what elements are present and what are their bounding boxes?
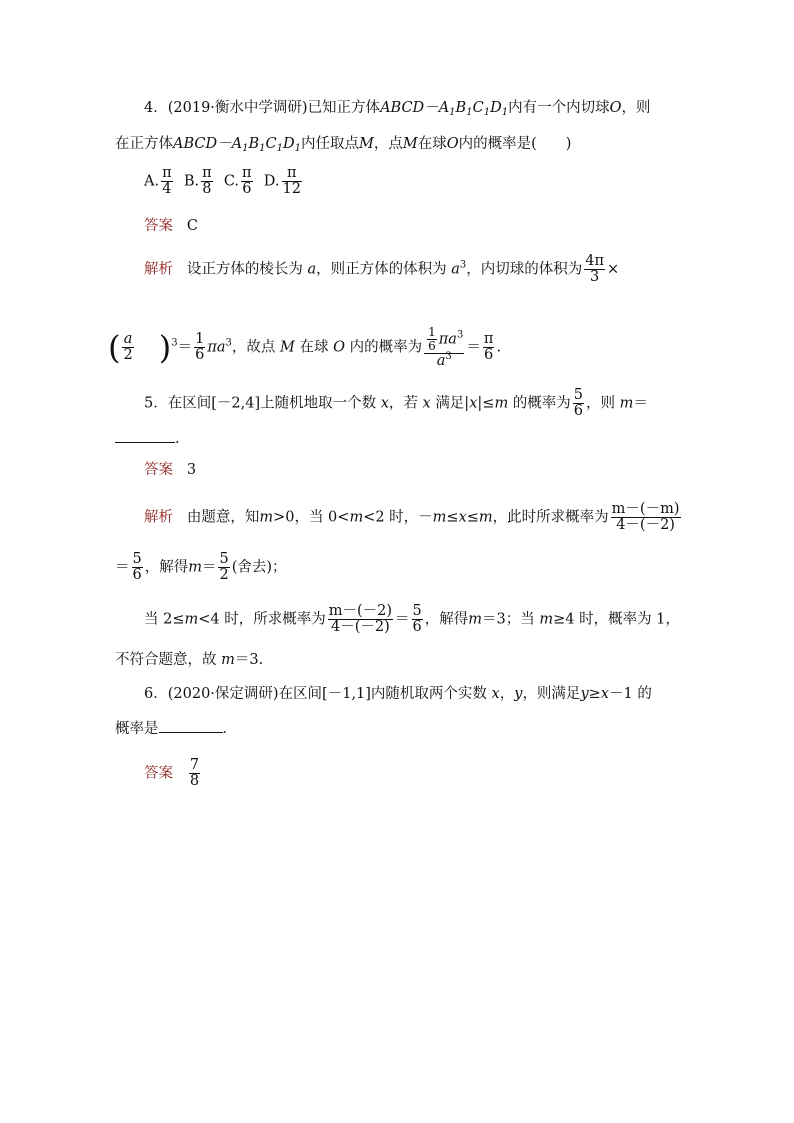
frac-num: a: [123, 331, 133, 347]
equals: ＝: [201, 559, 217, 576]
times-sign: ×: [607, 261, 620, 278]
answer-label: 答案: [144, 462, 173, 478]
var-y: y: [580, 686, 589, 702]
sol-text: ＝3.: [234, 652, 264, 668]
frac-num: π: [282, 166, 302, 182]
solution-label: 解析: [144, 509, 173, 526]
sol-text: ，则正方体的体积为: [316, 261, 447, 278]
sol-text: 内的概率为: [349, 339, 423, 356]
q5-number: 5．: [144, 395, 168, 412]
right-paren: ): [158, 328, 172, 367]
cube-name-2: $A_1B_1C_1D_1$: [438, 100, 509, 118]
answer-blank: [115, 428, 175, 443]
option-c-fraction: [241, 166, 253, 197]
q5-text: |≤: [477, 395, 495, 412]
var-y: y: [514, 686, 523, 702]
exponent: 3: [456, 329, 464, 341]
q6-source: (2020·保定调研): [167, 686, 279, 702]
sol-text: ≥4 时，概率为 1，: [553, 611, 680, 628]
frac-num: 5: [573, 387, 584, 403]
q6-answer: [144, 758, 202, 789]
answer-label: 答案: [144, 765, 173, 782]
answer-blank: [159, 718, 223, 733]
q4-text: ，点: [373, 136, 403, 152]
q4-solution-2: [108, 326, 501, 369]
var-m: m: [349, 509, 364, 526]
q4-answer: [144, 216, 198, 236]
var-m: m: [468, 611, 482, 628]
var-m: M: [280, 339, 295, 356]
q4-text: 在正方体: [115, 136, 173, 152]
option-a-fraction: [161, 166, 173, 197]
q5-text: 在区间[－2,4]上随机地取一个数: [167, 395, 377, 412]
probability-fraction-1: [611, 502, 681, 533]
pi-a: πa: [207, 339, 226, 356]
exponent: 3: [225, 337, 232, 349]
var-o: O: [609, 100, 622, 116]
q4-line-1: [144, 98, 650, 118]
period: .: [496, 339, 501, 356]
var-x: x: [458, 509, 467, 526]
sol-text: >0，当 0<: [273, 509, 350, 526]
option-b-fraction: [201, 166, 213, 197]
equals: ＝: [633, 395, 648, 412]
q4-source: (2019·衡水中学调研): [167, 100, 308, 116]
frac-num: π: [202, 165, 212, 181]
sol-text: (舍去)；: [231, 559, 287, 576]
option-c-label: C.: [223, 173, 240, 190]
sol-text: <2 时，－: [363, 509, 433, 526]
sol-text: 当 2≤: [144, 611, 185, 628]
q6-number: 6．: [144, 686, 168, 702]
q5-solution-1: [144, 502, 683, 533]
frac-num: m－(－m): [611, 501, 680, 517]
le-sign: ≤: [446, 509, 459, 526]
seven-eighths: [189, 758, 200, 789]
q6-text: －1 的: [608, 686, 652, 702]
sol-text: ，故点: [231, 339, 276, 356]
q4-line-2: [115, 134, 571, 154]
exponent: 3: [171, 337, 178, 349]
left-paren: (: [108, 328, 121, 367]
sol-text: <4 时，所求概率为: [198, 611, 326, 628]
frac-den: 8: [202, 181, 212, 197]
var-m: M: [359, 136, 374, 152]
q4-options: [144, 166, 304, 197]
frac-den: 12: [282, 181, 301, 197]
var-o: O: [446, 136, 459, 152]
answer-label: 答案: [144, 218, 173, 234]
var-a: a: [451, 261, 460, 278]
q5-answer: [144, 460, 196, 480]
q6-text: 概率是: [115, 721, 159, 737]
frac-den: 6: [412, 619, 422, 635]
equals: ＝: [395, 611, 410, 628]
answer-value: 3: [186, 462, 197, 478]
q5-line-1: [144, 388, 648, 419]
frac-den: 6: [132, 567, 142, 583]
five-sixths: [412, 604, 423, 635]
frac-num: 5: [132, 551, 142, 567]
frac-den: 8: [189, 773, 200, 789]
q4-text: ，则: [621, 100, 651, 116]
equals: ＝: [115, 559, 130, 576]
period: .: [175, 431, 180, 447]
var-m: m: [259, 509, 274, 526]
frac-den: 6: [195, 347, 205, 363]
option-d-label: D.: [263, 173, 280, 190]
var-m: m: [432, 509, 447, 526]
option-b-label: B.: [183, 173, 200, 190]
frac-den: [424, 351, 464, 369]
sol-text: 不符合题意，故: [115, 652, 217, 668]
q5-text: 满足|: [435, 395, 470, 412]
q4-text: 内有一个内切球: [508, 100, 610, 116]
sol-text: ＝3；当: [482, 611, 535, 628]
var-x: x: [380, 395, 389, 412]
frac-den: 6: [428, 339, 436, 353]
cube-name-2: $A_1B_1C_1D_1$: [231, 136, 302, 154]
q4-text: 在球: [417, 136, 447, 152]
frac-num: π: [242, 165, 252, 181]
frac-num: π: [162, 165, 172, 181]
sol-text: ，解得: [424, 611, 469, 628]
var-m: m: [539, 611, 554, 628]
frac-den: 4－(－2): [616, 517, 675, 533]
frac-den: 6: [573, 403, 584, 419]
frac-den: 2: [123, 347, 133, 363]
var-m: m: [619, 395, 634, 412]
exponent: 3: [445, 351, 452, 362]
pi-over-six: [483, 332, 495, 363]
frac-num: 5: [412, 603, 422, 619]
frac-num: m－(－2): [328, 603, 393, 619]
sol-text: 设正方体的棱长为: [186, 261, 303, 278]
var-m: m: [221, 652, 235, 668]
var-x: x: [491, 686, 500, 702]
frac-den: 4－(－2): [330, 619, 390, 635]
frac-num: 1: [428, 325, 436, 339]
q4-text: 已知正方体: [307, 100, 381, 116]
q5-text: 的概率为: [512, 395, 571, 412]
var-m: m: [188, 559, 202, 576]
frac-num: 4π: [585, 253, 604, 269]
option-d-fraction: [282, 166, 302, 197]
var-a: a: [307, 261, 317, 278]
q6-line-2: [115, 718, 237, 739]
frac-num: 1: [195, 331, 205, 347]
one-sixth-small: [427, 326, 437, 353]
sol-text: 在球: [299, 339, 329, 356]
solution-label: 解析: [144, 261, 173, 278]
q4-solution-1: [144, 254, 619, 285]
frac-num: 7: [189, 757, 200, 773]
var-x: x: [600, 686, 609, 702]
pi-a: πa: [438, 331, 457, 348]
frac-den: 6: [242, 181, 252, 197]
var-m: m: [478, 509, 493, 526]
q5-solution-3: [144, 604, 680, 635]
frac-den: 2: [219, 567, 229, 583]
var-m: M: [402, 136, 418, 152]
frac-num: π: [483, 331, 494, 347]
cube-name: ABCD－: [173, 136, 232, 152]
q5-text: ，则: [586, 395, 616, 412]
q6-text: ，则满足: [522, 686, 581, 702]
var-m: m: [494, 395, 509, 412]
q4-text: 内的概率是( ): [458, 136, 572, 152]
le-sign: ≤: [466, 509, 479, 526]
one-sixth: [194, 332, 205, 363]
equals: ＝: [177, 339, 193, 356]
frac-den: 3: [590, 269, 600, 285]
five-sixths: [573, 388, 584, 419]
var-x: x: [422, 395, 431, 412]
q5-text: ，若: [388, 395, 418, 412]
four-pi-over-three: [584, 254, 605, 285]
option-a-label: A.: [144, 173, 160, 190]
frac-num: [424, 326, 464, 354]
sol-text: ，解得: [144, 559, 189, 576]
q5-solution-2: [115, 552, 287, 583]
cube-name: ABCD－: [380, 100, 439, 116]
var-a: a: [436, 353, 446, 369]
q5-line-2: [115, 428, 180, 449]
var-m: m: [184, 611, 199, 628]
sol-text: ，内切球的体积为: [466, 261, 583, 278]
frac-den: 6: [483, 347, 494, 363]
a-over-2: [122, 332, 133, 363]
answer-value: C: [186, 218, 198, 234]
q4-text: 内任取点: [301, 136, 360, 152]
equals: ＝: [466, 339, 481, 356]
probability-fraction-2: [328, 604, 393, 635]
five-halves: [218, 552, 229, 583]
q6-text: 在区间[－1,1]内随机取两个实数: [278, 686, 487, 702]
q6-text: ≥: [588, 686, 601, 702]
comma: ，: [499, 686, 515, 702]
sol-text: ，此时所求概率为: [492, 509, 609, 526]
exponent: 3: [459, 259, 467, 271]
q5-solution-4: [115, 650, 263, 670]
var-o: O: [333, 339, 345, 356]
five-sixths: [132, 552, 143, 583]
q6-line-1: [144, 684, 652, 704]
sol-text: 由题意，知: [186, 509, 260, 526]
var-x: x: [469, 395, 478, 412]
period: ．: [222, 721, 237, 737]
frac-den: 4: [162, 181, 172, 197]
frac-num: 5: [219, 551, 229, 567]
q4-number: 4．: [144, 100, 168, 116]
probability-fraction: [424, 326, 464, 369]
